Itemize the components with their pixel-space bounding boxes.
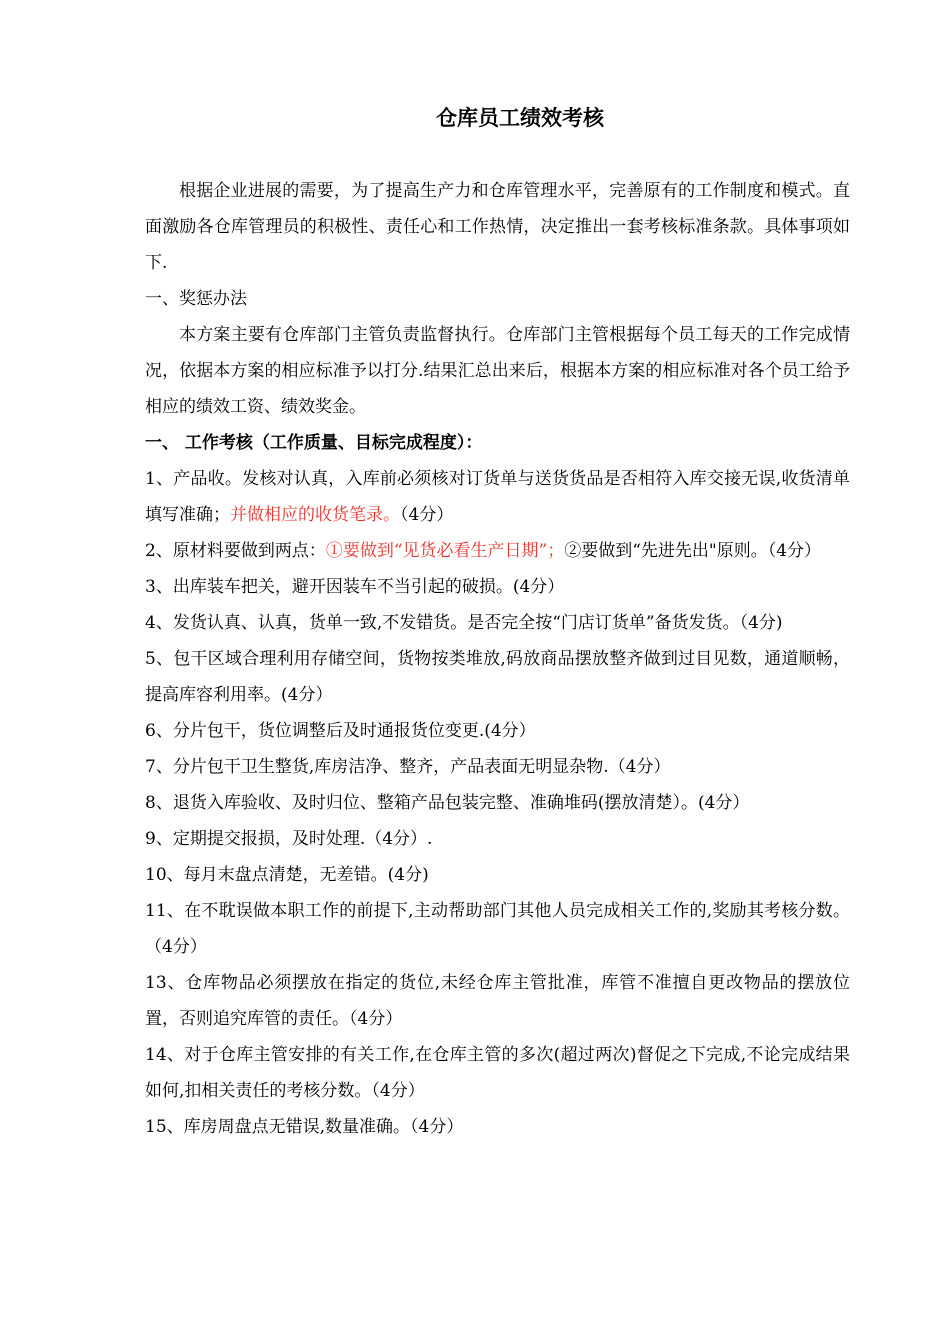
item-1-score: （4分）	[400, 505, 454, 525]
item-1-highlight: 并做相应的收货笔录。	[230, 505, 400, 525]
list-item-5: 5、包干区域合理利用存储空间，货物按类堆放,码放商品摆放整齐做到过目见数，通道顺畅，提高库容利用率。(4分）	[145, 649, 850, 705]
document-body	[145, 173, 850, 1145]
item-2-text: 2、原材料要做到两点：	[145, 541, 326, 561]
list-item-13: 13、仓库物品必须摆放在指定的货位,未经仓库主管批准，库管不准擅自更改物品的摆放位置，否则追究库管的责任。（4分）	[145, 973, 850, 1029]
section-heading-rewards: 一、奖惩办法	[145, 289, 247, 309]
intro-paragraph: 根据企业进展的需要，为了提高生产力和仓库管理水平，完善原有的工作制度和模式。直面激励各仓库管理员的积极性、责任心和工作热情，决定推出一套考核标准条款。具体事项如下.	[145, 181, 850, 273]
section-heading-work-assessment: 一、 工作考核（工作质量、目标完成程度）：	[145, 433, 483, 453]
list-item-15: 15、库房周盘点无错误,数量准确。（4分）	[145, 1117, 464, 1137]
document-title: 仓库员工绩效考核	[436, 105, 604, 130]
list-item-4: 4、发货认真、认真，货单一致,不发错货。是否完全按“门店订货单”备货发货。（4分)	[145, 613, 783, 633]
item-1-text: 1、产品收。发核对认真，入库前必须核对订货单与送货货品是否相符入库交接无误,收货清单填写准确；	[145, 469, 850, 525]
list-item-10: 10、每月末盘点清楚，无差错。(4分)	[145, 865, 429, 885]
list-item-1	[145, 461, 850, 533]
list-item-14: 14、对于仓库主管安排的有关工作,在仓库主管的多次(超过两次)督促之下完成,不论完成结果如何,扣相关责任的考核分数。（4分）	[145, 1045, 850, 1101]
list-item-6: 6、分片包干，货位调整后及时通报货位变更.(4分）	[145, 721, 536, 741]
list-item-3: 3、出库装车把关，避开因装车不当引起的破损。(4分）	[145, 577, 565, 597]
rewards-paragraph: 本方案主要有仓库部门主管负责监督执行。仓库部门主管根据每个员工每天的工作完成情况，依据本方案的相应标准予以打分.结果汇总出来后，根据本方案的相应标准对各个员工给予相应的绩效工资、绩效奖金。	[145, 325, 850, 417]
list-item-9: 9、定期提交报损，及时处理.（4分）.	[145, 829, 433, 849]
list-item-11: 11、在不耽误做本职工作的前提下,主动帮助部门其他人员完成相关工作的,奖励其考核分数。（4分）	[145, 901, 850, 957]
list-item-7: 7、分片包干卫生整货,库房洁净、整齐，产品表面无明显杂物.（4分）	[145, 757, 671, 777]
list-item-2	[145, 533, 850, 569]
list-item-8: 8、退货入库验收、及时归位、整箱产品包装完整、准确堆码(摆放清楚）。(4分）	[145, 793, 750, 813]
item-2-rest: ②要做到“先进先出"原则。（4分）	[564, 541, 822, 561]
item-2-highlight: ①要做到“见货必看生产日期”；	[325, 541, 565, 561]
